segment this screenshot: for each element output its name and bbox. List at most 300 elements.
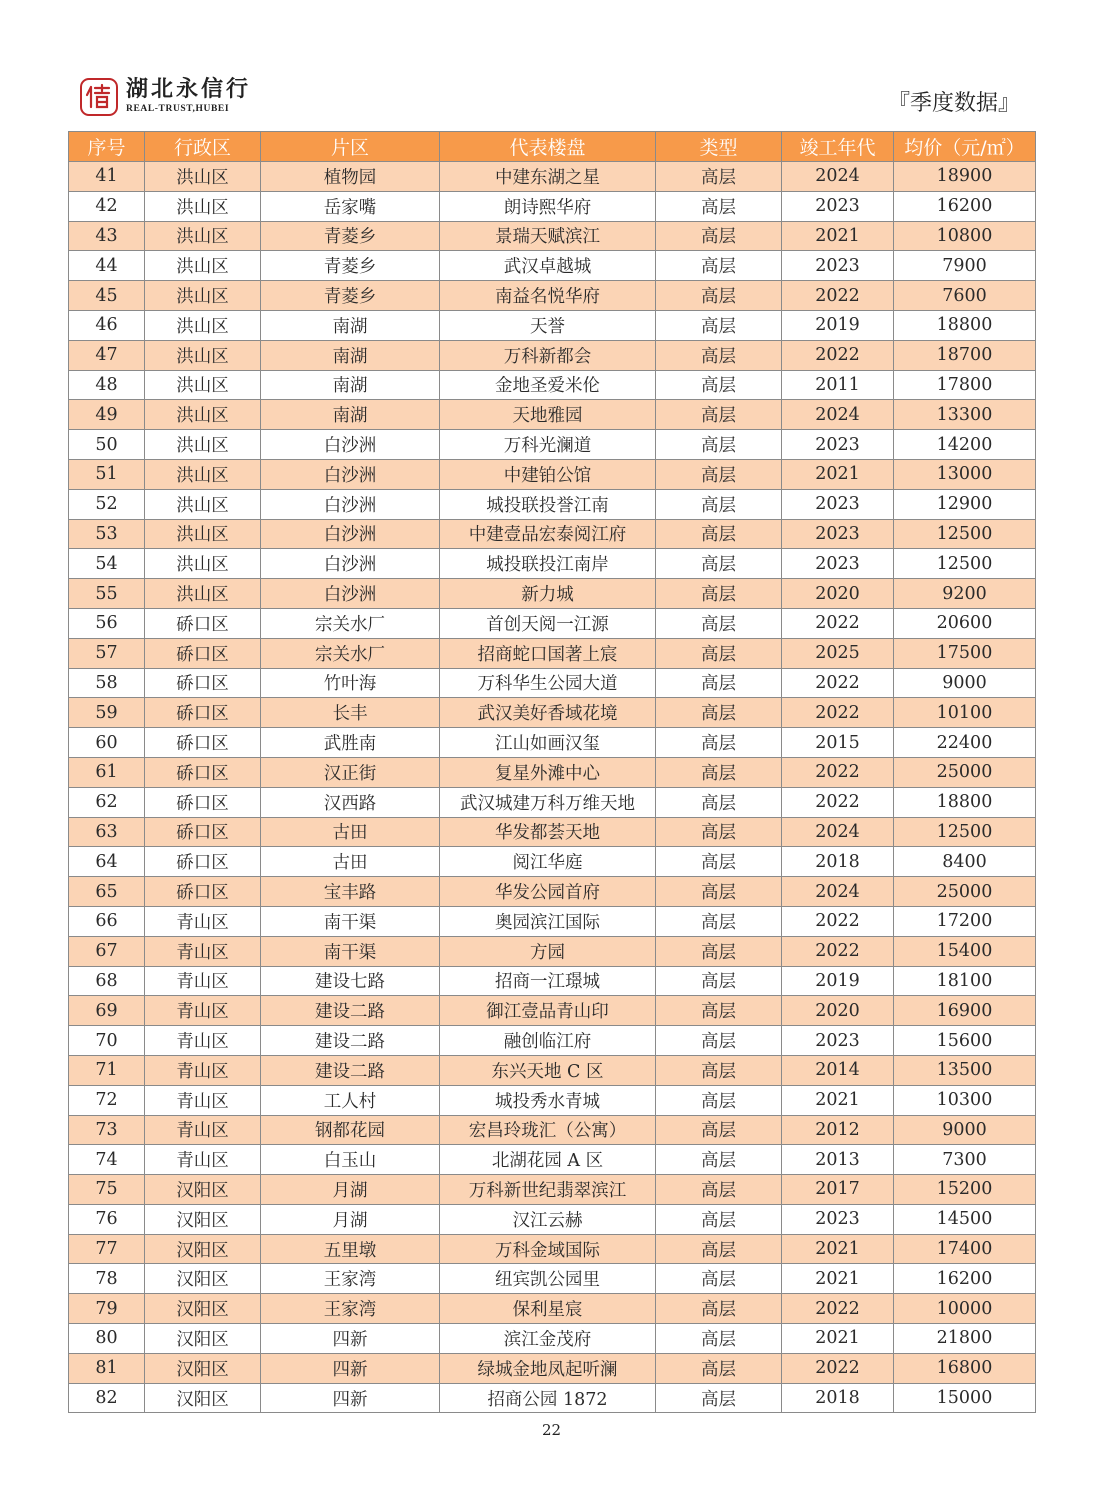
table-cell-area: 白玉山 — [261, 1145, 440, 1175]
table-row — [69, 906, 1036, 936]
table-row — [69, 638, 1036, 668]
table-cell-year: 2018 — [782, 1383, 894, 1413]
table-cell-project: 华发都荟天地 — [440, 817, 656, 847]
table-row — [69, 877, 1036, 907]
table-cell-district: 洪山区 — [145, 370, 261, 400]
table-cell-district: 洪山区 — [145, 221, 261, 251]
table-cell-type: 高层 — [656, 1055, 782, 1085]
table-row — [69, 608, 1036, 638]
table-cell-index: 66 — [69, 906, 145, 936]
table-cell-index: 57 — [69, 638, 145, 668]
table-cell-type: 高层 — [656, 1264, 782, 1294]
table-cell-area: 南湖 — [261, 310, 440, 340]
table-cell-project: 中建壹品宏泰阅江府 — [440, 519, 656, 549]
table-cell-index: 44 — [69, 251, 145, 281]
table-cell-type: 高层 — [656, 281, 782, 311]
table-cell-district: 硚口区 — [145, 668, 261, 698]
table-cell-price: 15000 — [894, 1383, 1036, 1413]
table-cell-district: 青山区 — [145, 1115, 261, 1145]
table-cell-area: 王家湾 — [261, 1294, 440, 1324]
column-header-index: 序号 — [69, 132, 145, 162]
table-cell-price: 10800 — [894, 221, 1036, 251]
table-cell-year: 2013 — [782, 1145, 894, 1175]
column-header-year: 竣工年代 — [782, 132, 894, 162]
table-cell-district: 汉阳区 — [145, 1353, 261, 1383]
table-cell-index: 82 — [69, 1383, 145, 1413]
table-cell-district: 硚口区 — [145, 608, 261, 638]
table-cell-area: 白沙洲 — [261, 549, 440, 579]
table-cell-type: 高层 — [656, 579, 782, 609]
table-cell-type: 高层 — [656, 1026, 782, 1056]
table-cell-index: 42 — [69, 191, 145, 221]
table-cell-project: 华发公园首府 — [440, 877, 656, 907]
table-cell-type: 高层 — [656, 251, 782, 281]
table-row — [69, 340, 1036, 370]
table-cell-type: 高层 — [656, 400, 782, 430]
table-cell-index: 61 — [69, 757, 145, 787]
table-cell-project: 江山如画汉玺 — [440, 728, 656, 758]
table-cell-area: 王家湾 — [261, 1264, 440, 1294]
table-cell-year: 2023 — [782, 519, 894, 549]
table-cell-district: 硚口区 — [145, 787, 261, 817]
table-cell-district: 洪山区 — [145, 489, 261, 519]
table-cell-district: 汉阳区 — [145, 1383, 261, 1413]
table-row — [69, 400, 1036, 430]
table-cell-project: 绿城金地凤起听澜 — [440, 1353, 656, 1383]
table-cell-year: 2022 — [782, 340, 894, 370]
table-cell-area: 植物园 — [261, 162, 440, 192]
table-cell-type: 高层 — [656, 519, 782, 549]
table-cell-project: 景瑞天赋滨江 — [440, 221, 656, 251]
table-cell-year: 2022 — [782, 608, 894, 638]
table-cell-index: 55 — [69, 579, 145, 609]
table-cell-index: 43 — [69, 221, 145, 251]
table-cell-type: 高层 — [656, 549, 782, 579]
column-header-price: 均价（元/㎡） — [894, 132, 1036, 162]
table-cell-type: 高层 — [656, 191, 782, 221]
table-cell-price: 9000 — [894, 668, 1036, 698]
table-cell-project: 首创天阅一江源 — [440, 608, 656, 638]
table-cell-year: 2022 — [782, 787, 894, 817]
table-cell-project: 招商蛇口国著上宸 — [440, 638, 656, 668]
table-cell-district: 青山区 — [145, 1026, 261, 1056]
table-cell-area: 南干渠 — [261, 936, 440, 966]
table-row — [69, 1115, 1036, 1145]
table-cell-price: 15400 — [894, 936, 1036, 966]
table-cell-project: 金地圣爱米伦 — [440, 370, 656, 400]
table-cell-price: 12500 — [894, 549, 1036, 579]
table-cell-year: 2023 — [782, 1204, 894, 1234]
table-cell-district: 洪山区 — [145, 162, 261, 192]
table-cell-project: 招商公园 1872 — [440, 1383, 656, 1413]
table-cell-area: 建设二路 — [261, 1055, 440, 1085]
table-cell-area: 白沙洲 — [261, 430, 440, 460]
table-cell-type: 高层 — [656, 728, 782, 758]
table-row — [69, 1175, 1036, 1205]
table-cell-type: 高层 — [656, 877, 782, 907]
table-cell-year: 2021 — [782, 1234, 894, 1264]
table-cell-year: 2023 — [782, 489, 894, 519]
table-cell-area: 汉正街 — [261, 757, 440, 787]
table-row — [69, 1383, 1036, 1413]
table-cell-price: 16200 — [894, 1264, 1036, 1294]
table-row — [69, 1085, 1036, 1115]
table-cell-project: 御江壹品青山印 — [440, 996, 656, 1026]
table-row — [69, 1353, 1036, 1383]
table-cell-project: 中建铂公馆 — [440, 459, 656, 489]
table-cell-price: 7600 — [894, 281, 1036, 311]
table-cell-index: 73 — [69, 1115, 145, 1145]
table-row — [69, 1145, 1036, 1175]
table-cell-index: 68 — [69, 966, 145, 996]
table-cell-project: 城投秀水青城 — [440, 1085, 656, 1115]
table-cell-type: 高层 — [656, 638, 782, 668]
table-cell-index: 72 — [69, 1085, 145, 1115]
table-cell-type: 高层 — [656, 1234, 782, 1264]
table-cell-price: 17500 — [894, 638, 1036, 668]
table-cell-year: 2025 — [782, 638, 894, 668]
table-cell-price: 8400 — [894, 847, 1036, 877]
table-cell-project: 新力城 — [440, 579, 656, 609]
table-cell-project: 万科新都会 — [440, 340, 656, 370]
table-row — [69, 1264, 1036, 1294]
table-cell-price: 14500 — [894, 1204, 1036, 1234]
table-cell-price: 18800 — [894, 310, 1036, 340]
table-cell-district: 硚口区 — [145, 698, 261, 728]
table-cell-type: 高层 — [656, 310, 782, 340]
table-cell-index: 63 — [69, 817, 145, 847]
table-cell-district: 洪山区 — [145, 459, 261, 489]
table-cell-price: 7300 — [894, 1145, 1036, 1175]
table-cell-project: 北湖花园 A 区 — [440, 1145, 656, 1175]
table-row — [69, 310, 1036, 340]
page-header — [80, 78, 1030, 122]
table-cell-project: 招商一江璟城 — [440, 966, 656, 996]
table-cell-district: 汉阳区 — [145, 1324, 261, 1354]
table-cell-area: 南湖 — [261, 370, 440, 400]
table-cell-project: 复星外滩中心 — [440, 757, 656, 787]
table-cell-project: 万科新世纪翡翠滨江 — [440, 1175, 656, 1205]
table-cell-year: 2022 — [782, 281, 894, 311]
table-cell-area: 武胜南 — [261, 728, 440, 758]
table-cell-index: 64 — [69, 847, 145, 877]
column-header-district: 行政区 — [145, 132, 261, 162]
table-cell-district: 汉阳区 — [145, 1294, 261, 1324]
table-cell-area: 白沙洲 — [261, 489, 440, 519]
table-cell-price: 9000 — [894, 1115, 1036, 1145]
table-cell-price: 21800 — [894, 1324, 1036, 1354]
table-cell-index: 70 — [69, 1026, 145, 1056]
table-cell-district: 洪山区 — [145, 281, 261, 311]
table-cell-district: 青山区 — [145, 1145, 261, 1175]
table-cell-index: 48 — [69, 370, 145, 400]
table-cell-index: 62 — [69, 787, 145, 817]
table-cell-district: 洪山区 — [145, 579, 261, 609]
table-cell-district: 青山区 — [145, 996, 261, 1026]
column-header-type: 类型 — [656, 132, 782, 162]
table-cell-index: 56 — [69, 608, 145, 638]
table-cell-type: 高层 — [656, 340, 782, 370]
table-cell-index: 75 — [69, 1175, 145, 1205]
table-row — [69, 996, 1036, 1026]
table-row — [69, 787, 1036, 817]
table-cell-area: 建设二路 — [261, 996, 440, 1026]
table-cell-year: 2017 — [782, 1175, 894, 1205]
table-row — [69, 817, 1036, 847]
table-cell-price: 9200 — [894, 579, 1036, 609]
table-cell-year: 2023 — [782, 549, 894, 579]
table-cell-district: 洪山区 — [145, 400, 261, 430]
table-cell-district: 洪山区 — [145, 310, 261, 340]
table-cell-year: 2023 — [782, 251, 894, 281]
table-cell-year: 2024 — [782, 162, 894, 192]
table-cell-district: 洪山区 — [145, 191, 261, 221]
table-cell-project: 方园 — [440, 936, 656, 966]
table-cell-area: 钢都花园 — [261, 1115, 440, 1145]
table-row — [69, 549, 1036, 579]
table-cell-project: 城投联投誉江南 — [440, 489, 656, 519]
table-row — [69, 757, 1036, 787]
table-cell-district: 硚口区 — [145, 728, 261, 758]
table-cell-type: 高层 — [656, 1353, 782, 1383]
table-cell-project: 中建东湖之星 — [440, 162, 656, 192]
table-cell-year: 2015 — [782, 728, 894, 758]
table-cell-year: 2021 — [782, 1264, 894, 1294]
table-cell-price: 12500 — [894, 817, 1036, 847]
table-cell-price: 18700 — [894, 340, 1036, 370]
table-cell-year: 2022 — [782, 668, 894, 698]
table-cell-index: 79 — [69, 1294, 145, 1324]
table-row — [69, 668, 1036, 698]
table-cell-price: 15200 — [894, 1175, 1036, 1205]
table-cell-area: 宗关水厂 — [261, 638, 440, 668]
table-cell-area: 白沙洲 — [261, 519, 440, 549]
table-cell-year: 2024 — [782, 817, 894, 847]
table-body — [69, 162, 1036, 1413]
table-cell-year: 2018 — [782, 847, 894, 877]
table-cell-year: 2022 — [782, 936, 894, 966]
table-cell-year: 2023 — [782, 191, 894, 221]
table-cell-price: 10000 — [894, 1294, 1036, 1324]
table-cell-index: 46 — [69, 310, 145, 340]
table-cell-type: 高层 — [656, 1294, 782, 1324]
table-cell-area: 白沙洲 — [261, 579, 440, 609]
table-cell-project: 万科光澜道 — [440, 430, 656, 460]
table-row — [69, 489, 1036, 519]
table-cell-type: 高层 — [656, 1145, 782, 1175]
table-cell-index: 74 — [69, 1145, 145, 1175]
table-cell-index: 69 — [69, 996, 145, 1026]
table-cell-area: 建设二路 — [261, 1026, 440, 1056]
table-cell-project: 保利星宸 — [440, 1294, 656, 1324]
table-cell-index: 78 — [69, 1264, 145, 1294]
table-cell-index: 80 — [69, 1324, 145, 1354]
table-cell-price: 16900 — [894, 996, 1036, 1026]
table-cell-project: 奥园滨江国际 — [440, 906, 656, 936]
table-cell-type: 高层 — [656, 847, 782, 877]
table-cell-project: 武汉美好香域花境 — [440, 698, 656, 728]
table-cell-price: 7900 — [894, 251, 1036, 281]
table-cell-district: 硚口区 — [145, 638, 261, 668]
table-cell-type: 高层 — [656, 966, 782, 996]
table-cell-year: 2021 — [782, 1085, 894, 1115]
table-cell-price: 10300 — [894, 1085, 1036, 1115]
table-cell-price: 18800 — [894, 787, 1036, 817]
table-cell-year: 2021 — [782, 459, 894, 489]
table-cell-project: 朗诗熙华府 — [440, 191, 656, 221]
table-cell-type: 高层 — [656, 1383, 782, 1413]
table-cell-index: 45 — [69, 281, 145, 311]
table-row — [69, 1026, 1036, 1056]
table-cell-year: 2023 — [782, 430, 894, 460]
table-cell-year: 2019 — [782, 966, 894, 996]
table-cell-project: 宏昌玲珑汇（公寓） — [440, 1115, 656, 1145]
table-cell-district: 青山区 — [145, 936, 261, 966]
brand-name-en: REAL-TRUST,HUBEI — [126, 104, 230, 115]
table-cell-type: 高层 — [656, 996, 782, 1026]
table-cell-district: 青山区 — [145, 1055, 261, 1085]
table-cell-price: 16800 — [894, 1353, 1036, 1383]
table-cell-year: 2023 — [782, 1026, 894, 1056]
table-cell-district: 洪山区 — [145, 519, 261, 549]
table-row — [69, 1324, 1036, 1354]
table-cell-price: 22400 — [894, 728, 1036, 758]
table-cell-type: 高层 — [656, 817, 782, 847]
table-cell-district: 硚口区 — [145, 847, 261, 877]
table-cell-type: 高层 — [656, 1204, 782, 1234]
table-row — [69, 191, 1036, 221]
table-cell-district: 洪山区 — [145, 549, 261, 579]
table-cell-area: 南湖 — [261, 340, 440, 370]
table-cell-price: 25000 — [894, 877, 1036, 907]
table-row — [69, 221, 1036, 251]
table-cell-price: 13000 — [894, 459, 1036, 489]
table-row — [69, 281, 1036, 311]
table-cell-index: 81 — [69, 1353, 145, 1383]
column-header-project: 代表楼盘 — [440, 132, 656, 162]
table-cell-project: 纽宾凯公园里 — [440, 1264, 656, 1294]
table-cell-price: 17800 — [894, 370, 1036, 400]
table-cell-price: 25000 — [894, 757, 1036, 787]
table-cell-price: 13500 — [894, 1055, 1036, 1085]
table-cell-district: 硚口区 — [145, 817, 261, 847]
table-cell-project: 南益名悦华府 — [440, 281, 656, 311]
table-cell-area: 宗关水厂 — [261, 608, 440, 638]
table-row — [69, 1294, 1036, 1324]
table-cell-project: 东兴天地 C 区 — [440, 1055, 656, 1085]
table-row — [69, 370, 1036, 400]
table-cell-year: 2021 — [782, 221, 894, 251]
table-row — [69, 459, 1036, 489]
table-cell-index: 41 — [69, 162, 145, 192]
table-cell-district: 汉阳区 — [145, 1204, 261, 1234]
table-cell-year: 2020 — [782, 579, 894, 609]
table-cell-area: 青菱乡 — [261, 251, 440, 281]
table-row — [69, 966, 1036, 996]
table-cell-district: 青山区 — [145, 906, 261, 936]
table-cell-district: 汉阳区 — [145, 1234, 261, 1264]
table-cell-project: 融创临江府 — [440, 1026, 656, 1056]
table-cell-area: 青菱乡 — [261, 281, 440, 311]
table-cell-index: 65 — [69, 877, 145, 907]
company-logo — [80, 78, 251, 116]
table-cell-district: 洪山区 — [145, 340, 261, 370]
table-cell-type: 高层 — [656, 698, 782, 728]
table-cell-type: 高层 — [656, 489, 782, 519]
table-cell-price: 17400 — [894, 1234, 1036, 1264]
table-row — [69, 847, 1036, 877]
table-cell-district: 汉阳区 — [145, 1264, 261, 1294]
table-cell-area: 南湖 — [261, 400, 440, 430]
table-cell-year: 2021 — [782, 1324, 894, 1354]
table-cell-area: 建设七路 — [261, 966, 440, 996]
table-cell-type: 高层 — [656, 668, 782, 698]
column-header-area: 片区 — [261, 132, 440, 162]
table-cell-area: 宝丰路 — [261, 877, 440, 907]
table-cell-area: 月湖 — [261, 1204, 440, 1234]
table-cell-type: 高层 — [656, 370, 782, 400]
table-cell-year: 2020 — [782, 996, 894, 1026]
table-cell-district: 青山区 — [145, 1085, 261, 1115]
table-cell-area: 白沙洲 — [261, 459, 440, 489]
table-cell-year: 2022 — [782, 1353, 894, 1383]
table-cell-type: 高层 — [656, 459, 782, 489]
table-cell-district: 洪山区 — [145, 251, 261, 281]
table-row — [69, 728, 1036, 758]
table-cell-price: 15600 — [894, 1026, 1036, 1056]
table-cell-type: 高层 — [656, 221, 782, 251]
table-cell-area: 长丰 — [261, 698, 440, 728]
table-cell-year: 2022 — [782, 698, 894, 728]
table-row — [69, 698, 1036, 728]
table-row — [69, 162, 1036, 192]
table-cell-type: 高层 — [656, 1175, 782, 1205]
table-cell-price: 18900 — [894, 162, 1036, 192]
table-cell-type: 高层 — [656, 162, 782, 192]
table-cell-district: 汉阳区 — [145, 1175, 261, 1205]
table-cell-project: 汉江云赫 — [440, 1204, 656, 1234]
table-cell-index: 49 — [69, 400, 145, 430]
table-cell-index: 76 — [69, 1204, 145, 1234]
table-cell-district: 硚口区 — [145, 877, 261, 907]
table-cell-year: 2011 — [782, 370, 894, 400]
table-cell-project: 城投联投江南岸 — [440, 549, 656, 579]
table-cell-project: 天地雅园 — [440, 400, 656, 430]
table-cell-area: 古田 — [261, 817, 440, 847]
table-cell-price: 17200 — [894, 906, 1036, 936]
table-cell-year: 2022 — [782, 757, 894, 787]
table-cell-price: 20600 — [894, 608, 1036, 638]
property-price-table — [68, 131, 1036, 1413]
table-cell-index: 52 — [69, 489, 145, 519]
table-cell-index: 53 — [69, 519, 145, 549]
page-number: 22 — [541, 1421, 562, 1439]
table-cell-index: 67 — [69, 936, 145, 966]
table-cell-price: 16200 — [894, 191, 1036, 221]
table-cell-year: 2019 — [782, 310, 894, 340]
table-cell-type: 高层 — [656, 1115, 782, 1145]
table-cell-project: 天誉 — [440, 310, 656, 340]
table-cell-project: 武汉卓越城 — [440, 251, 656, 281]
table-cell-index: 58 — [69, 668, 145, 698]
table-cell-district: 洪山区 — [145, 430, 261, 460]
table-cell-area: 工人村 — [261, 1085, 440, 1115]
section-title: 『季度数据』 — [887, 91, 1020, 116]
table-cell-year: 2012 — [782, 1115, 894, 1145]
table-cell-area: 月湖 — [261, 1175, 440, 1205]
table-cell-area: 四新 — [261, 1324, 440, 1354]
table-cell-area: 汉西路 — [261, 787, 440, 817]
